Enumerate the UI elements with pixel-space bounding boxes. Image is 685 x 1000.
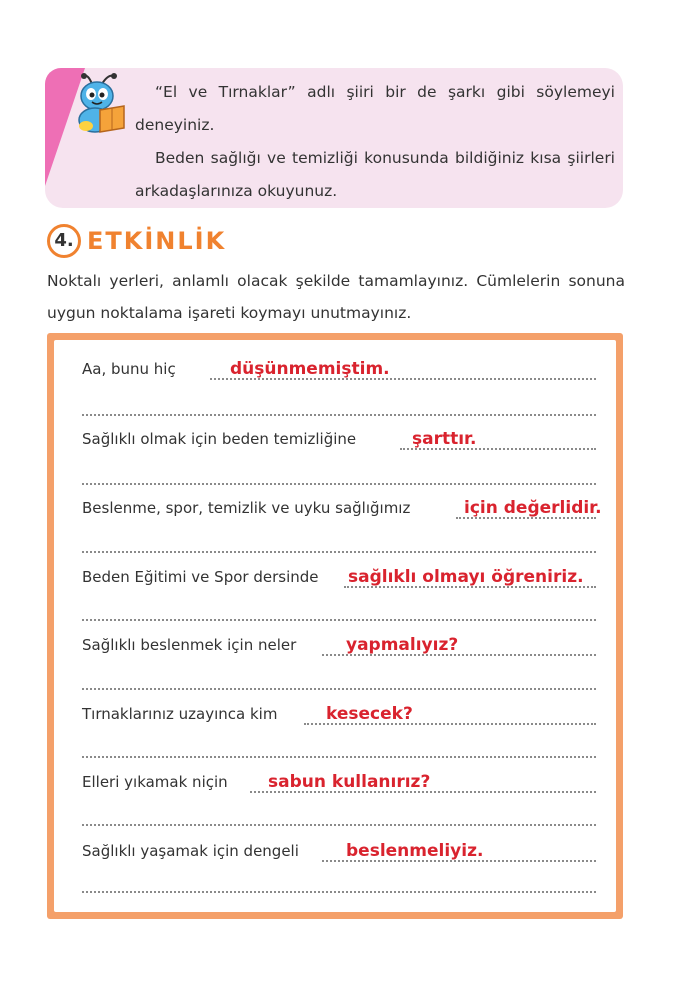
exercise-answer[interactable]: sabun kullanırız? <box>268 772 431 792</box>
exercise-answer[interactable]: için değerlidir. <box>464 498 602 518</box>
exercise-prompt: Sağlıklı beslenmek için neler <box>82 636 297 654</box>
exercise-prompt: Elleri yıkamak niçin <box>82 773 228 791</box>
blank-dotted-line <box>82 483 596 485</box>
exercise-row-3 <box>82 487 602 521</box>
info-paragraph-poem: “El ve Tırnaklar” adlı şiiri bir de şarkı gibi söylemeyi deneyiniz. <box>135 83 615 134</box>
exercise-prompt: Beslenme, spor, temizlik ve uyku sağlığımız <box>82 499 411 517</box>
exercise-answer[interactable]: kesecek? <box>326 704 413 724</box>
activity-number-badge <box>47 224 81 258</box>
blank-dotted-line <box>82 891 596 893</box>
info-paragraph-health: Beden sağlığı ve temizliği konusunda bildiğiniz kısa şiirleri arkadaşlarınıza okuyunuz. <box>135 149 615 200</box>
blank-dotted-line <box>82 551 596 553</box>
exercise-row-7 <box>82 761 596 795</box>
exercise-prompt: Tırnaklarınız uzayınca kim <box>82 705 278 723</box>
exercise-answer[interactable]: yapmalıyız? <box>346 635 459 655</box>
exercise-row-4 <box>82 556 596 590</box>
activity-instructions: Noktalı yerleri, anlamlı olacak şekilde tamamlayınız. Cümlelerin sonuna uygun noktalama işareti koymayı unutmayınız. <box>47 272 625 322</box>
exercise-answer[interactable]: düşünmemiştim. <box>230 359 390 379</box>
blank-dotted-line <box>82 414 596 416</box>
exercise-row-5 <box>82 624 596 658</box>
activity-number: 4. <box>54 230 74 251</box>
exercise-prompt: Aa, bunu hiç <box>82 360 176 378</box>
exercise-row-1 <box>82 348 596 382</box>
activity-title: ETKİNLİK <box>87 227 227 255</box>
exercise-row-2 <box>82 418 596 452</box>
exercise-prompt: Sağlıklı yaşamak için dengeli <box>82 842 299 860</box>
exercise-panel <box>47 333 623 919</box>
exercise-row-8 <box>82 830 596 864</box>
exercise-answer[interactable]: sağlıklı olmayı öğreniriz. <box>348 567 584 587</box>
blank-dotted-line <box>82 756 596 758</box>
blank-dotted-line <box>82 688 596 690</box>
exercise-panel-inner <box>54 340 616 912</box>
exercise-prompt: Beden Eğitimi ve Spor dersinde <box>82 568 319 586</box>
reading-bee-mascot-icon <box>62 70 130 140</box>
blank-dotted-line <box>82 619 596 621</box>
exercise-row-6 <box>82 693 596 727</box>
exercise-answer[interactable]: şarttır. <box>412 429 477 449</box>
blank-dotted-line <box>82 824 596 826</box>
exercise-answer[interactable]: beslenmeliyiz. <box>346 841 484 861</box>
info-text <box>135 76 615 208</box>
exercise-prompt: Sağlıklı olmak için beden temizliğine <box>82 430 357 448</box>
